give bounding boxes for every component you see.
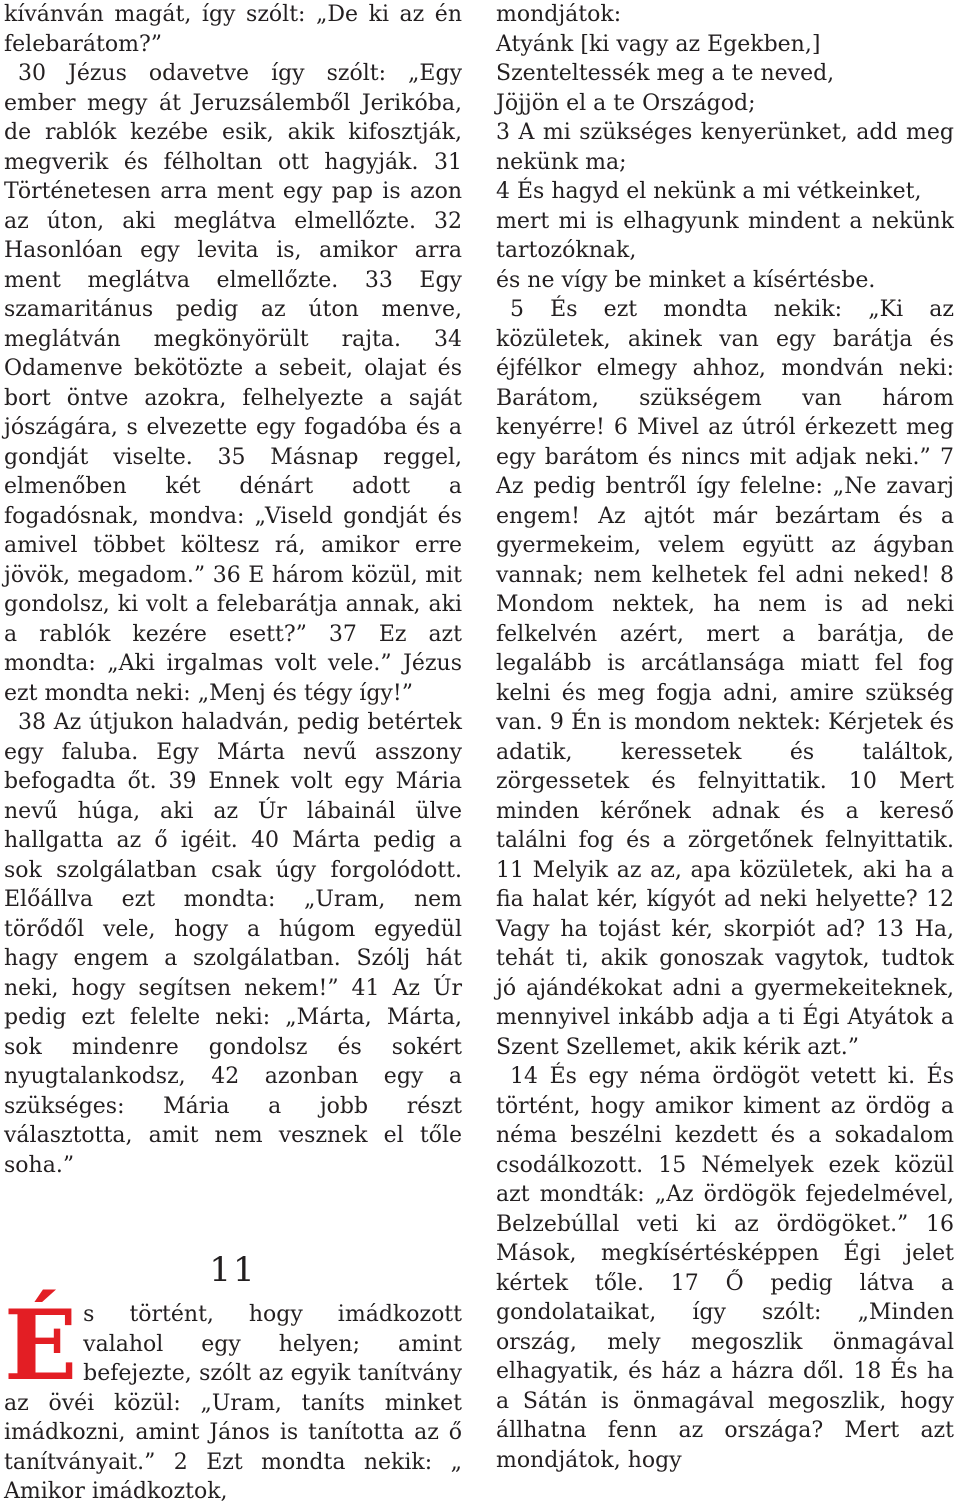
paragraph: 30 Jézus odavetve így szólt: „Egy ember megy át Jeruzsálemből Jerikóba, de rablók kezébe esik, akik kifosztják, megverik és félholtan ott hagyják. 31 Történetesen arra ment egy pap is azon az úton, aki meglátva elmellőzte. 32 Hasonlóan egy levita is, amikor arra ment meglátva elmellőzte. 33 Egy szamaritánus pedig az úton menve, meglátván megkönyörült rajta. 34 Odamenve bekötözte a sebeit, olajat és bort öntve azokra, felhelyezte a saját jószágára, s elvezette egy fogadóba és a gondját viselte. 35 Másnap reggel, elmenőben két dénárt adott a fogadósnak, mondva: „Viseld gondját és amivel többet költesz rá, amikor erre jövök, megadom.” 36 E három közül, mit gondolsz, ki volt a felebarátja annak, aki a rablók kezére esett?” 37 Ez azt mondta: „Aki irgalmas volt vele.” Jézus ezt mondta neki: „Menj és tégy így!” — [4, 61, 462, 706]
verse-line: Szenteltessék meg a te neved, — [496, 61, 835, 86]
paragraph: 14 És egy néma ördögöt vetett ki. És történt, hogy amikor kiment az ördög a néma beszélni kezdett és a sokadalom csodálkozott. 15 Némelyek ezek közül azt mondták: „Az ördögök fejedelmével, Belzebúllal veti ki az ördögöket.” 16 Mások, megkísértésképpen Égi jelet kértek tőle. 17 Ő pedig látva a gondolataikat, így szólt: „Minden ország, mely megoszlik önmagával elhagyatik, és ház a házra dől. 18 És ha a Sátán is önmagával megoszlik, hogy állhatna fenn az országa? Mert azt mondjátok, hogy — [496, 1064, 954, 1473]
verse-line: Atyánk [ki vagy az Egekben,] — [496, 31, 821, 57]
paragraph: kívánván magát, így szólt: „De ki az én felebarátom?” — [4, 2, 462, 57]
verse-line: Jöjjön el a te Országod; — [496, 90, 756, 116]
verse-line: mert mi is elhagyunk mindent a nekünk tartozóknak, — [496, 208, 954, 263]
verse-line: és ne vígy be minket a kísértésbe. — [496, 267, 876, 293]
right-column — [496, 0, 954, 1475]
verse-line: mondjátok: — [496, 2, 622, 27]
chapter-opening — [4, 1289, 462, 1507]
left-column — [4, 0, 462, 1507]
verse-line: 3 A mi szükséges kenyerünket, add meg nekünk ma; — [496, 120, 954, 175]
chapter-number: 11 — [209, 1250, 257, 1290]
paragraph: 5 És ezt mondta nekik: „Ki az közületek, akinek van egy barátja és éjfélkor elmegy ahhoz, mondván neki: Barátom, szükségem van három kenyérre! 6 Mivel az útról érkezett meg egy barátom és nincs mit adjak neki.” 7 Az pedig bentről így felelne: „Ne zavarj engem! Az ajtót már bezártam és a gyermekeim, velem együtt az ágyban vannak; nem kelhetek fel adni neked! 8 Mondom nektek, ha nem is ad neki felkelvén azért, mert a barátja, de legalább is arcátlansága miatt fel fog kelni és meg fogja adni, amire szükség van. 9 Én is mondom nektek: Kérjetek és adatik, keressetek és találtok, zörgessetek és felnyittatik. 10 Mert minden kérőnek adnak és a kereső találni fog és a zörgetőnek felnyittatik. 11 Melyik az az, apa közületek, aki ha a fia halat kér, kígyót ad neki helyette? 12 Vagy ha tojást kér, skorpiót ad? 13 Ha, tehát ti, akik gonoszak vagytok, tudtok jó ajándékokat adni a gyermekeiteknek, mennyivel inkább adja a ti Égi Atyátok a Szent Szellemet, akik kérik azt.” — [496, 297, 954, 1060]
paragraph: 38 Az útjukon haladván, pedig betértek egy faluba. Egy Márta nevű asszony befogadta őt. 39 Ennek volt egy Mária nevű húga, aki az Úr lábainál ülve hallgatta az ő igéit. 40 Márta pedig a sok szolgálatban csak úgy forgolódott. Előállva ezt mondta: „Uram, nem törődől vele, hogy a húgom egyedül hagy engem a szolgálatban. Szólj hát neki, hogy segítsen nekem!” 41 Az Úr pedig ezt felelte neki: „Márta, Márta, sok mindenre gondolsz és sokért nyugtalankodsz, 42 azonban egy a szükséges: Mária a jobb részt választotta, amit nem vesznek el tőle soha.” — [4, 710, 462, 1178]
verse-line: 4 És hagyd el nekünk a mi vétkeinket, — [496, 179, 922, 204]
chapter-opening-text: s történt, hogy imádkozott valahol egy helyen; amint befejezte, szólt az egyik tanítvány az övéi közül: „Uram, taníts minket imádkozni, amint János is tanította az ő tanítványait.” 2 Ezt mondta nekik: „ Amikor imádkoztok, — [4, 1302, 462, 1504]
dropcap: É — [4, 1289, 78, 1402]
